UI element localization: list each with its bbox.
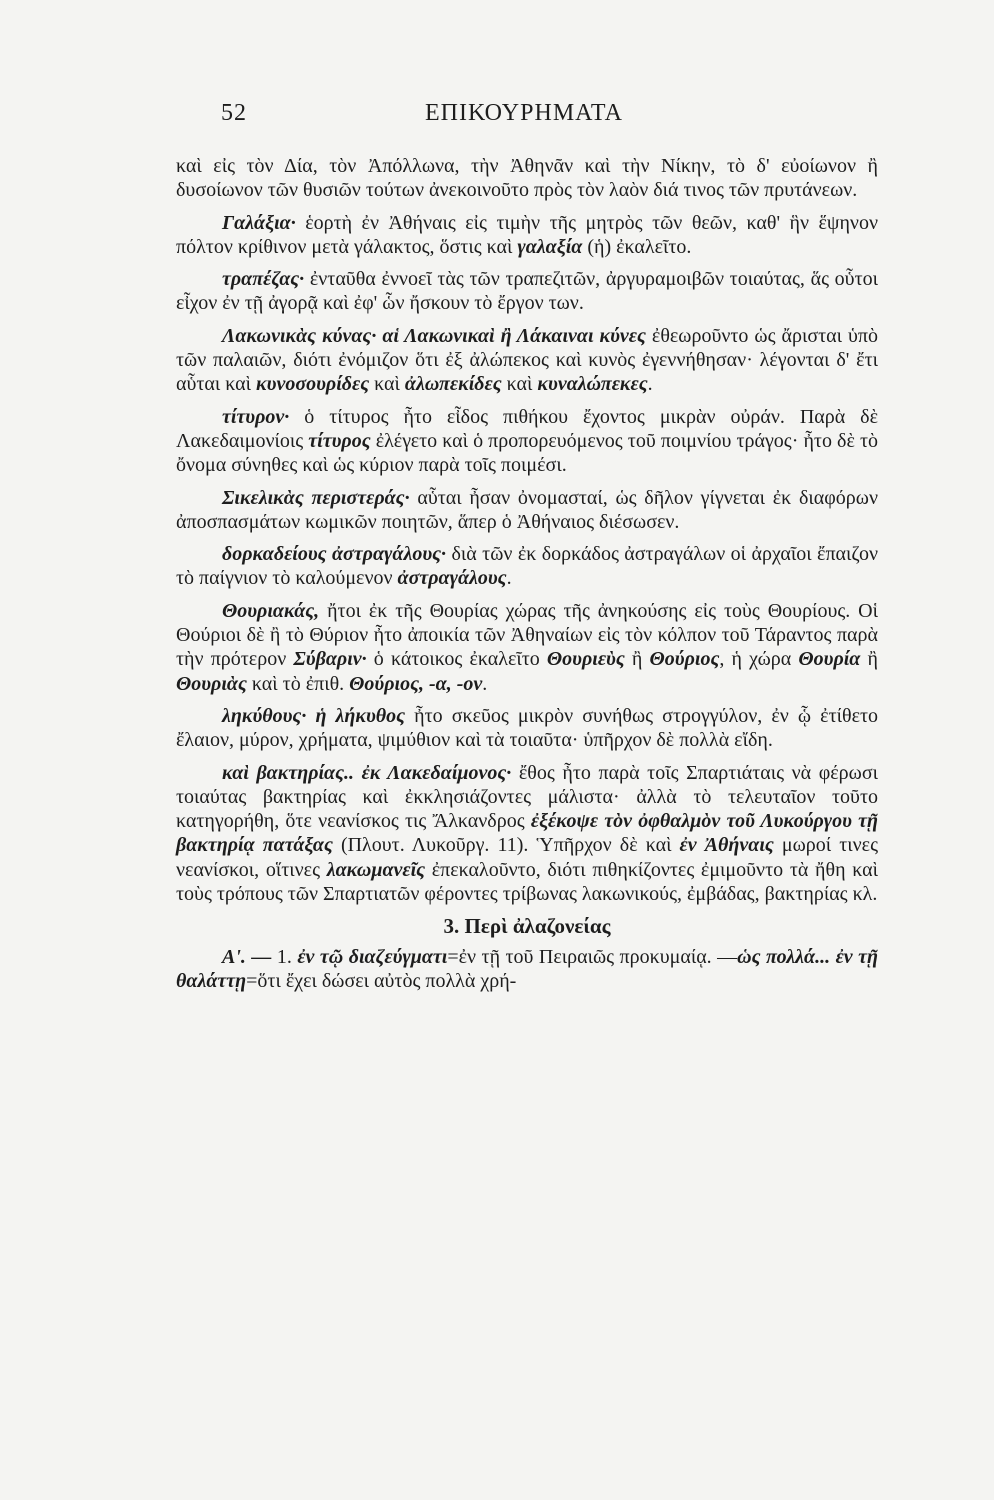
term: κυναλώπεκες — [537, 373, 648, 396]
term: Θουριεὺς — [546, 648, 625, 671]
lemma: Γαλάξια· — [222, 211, 296, 234]
entry-galaxia: Γαλάξια· ἑορτὴ ἐν Ἀθήναις εἰς τιμὴν τῆς μητρὸς τῶν θεῶν, καθ' ἣν ἕψηνον πόλτον κρίθινον μετὰ γάλακτος, ὅστις καὶ γαλαξία (ἡ) ἐκαλεῖτο. — [176, 211, 878, 258]
term: τίτυρος — [308, 429, 371, 452]
term: Σύβαριν· — [293, 648, 367, 671]
term: ἐν τῷ διαζεύγματι — [297, 945, 448, 968]
term: ἐξέκοψε τὸν ὀφθαλμὸν τοῦ Λυκούργου τῇ βακτηρίᾳ πατάξας — [176, 810, 878, 857]
entry-a: Α'. — 1. ἐν τῷ διαζεύγματι=ἐν τῇ τοῦ Πειραιῶς προκυμαίᾳ. —ὡς πολλά... ἐν τῇ θαλάττῃ=ὅτι ἔχει δώσει αὐτὸς πολλὰ χρή- — [176, 945, 879, 992]
page-number: 52 — [221, 100, 247, 126]
term: γαλαξία — [517, 235, 583, 258]
entry-lekythous: ληκύθους· ἡ λήκυθος ἦτο σκεῦος μικρὸν συνήθως στρογγύλον, ἐν ᾧ ἐτίθετο ἔλαιον, μύρον, χρήματα, ψιμύθιον καὶ τὰ τοιαῦτα· ὑπῆρχον δὲ πολλὰ εἴδη. — [176, 704, 878, 752]
lemma-secondary: ἡ λήκυθος — [315, 704, 406, 727]
term: ὡς πολλά... ἐν τῇ θαλάττῃ — [176, 945, 879, 992]
lemma: τίτυρον· — [222, 405, 290, 428]
section-heading: 3. Περὶ ἀλαζονείας — [443, 914, 611, 939]
section-label: Α'. — — [222, 945, 272, 968]
commentary-body — [176, 154, 878, 993]
entry-sikelikas: Σικελικὰς περιστεράς· αὗται ἦσαν ὀνομασταί, ὡς δῆλον γίγνεται ἐκ διαφόρων ἀποσπασμάτων κωμικῶν ποιητῶν, ἅπερ ὁ Ἀθήναιος διέσωσεν. — [176, 486, 878, 533]
term: ἐν Ἀθήναις — [679, 834, 774, 857]
intro-paragraph: καὶ εἰς τὸν Δία, τὸν Ἀπόλλωνα, τὴν Ἀθηνᾶν καὶ τὴν Νίκην, τὸ δ' εὐοίωνον ἢ δυσοίωνον τῶν θυσιῶν τούτων ἀνεκοινοῦτο πρὸς τὸν λαὸν διά τινος τῶν πρυτάνεων. — [176, 155, 878, 202]
term: Θουριὰς — [176, 672, 247, 695]
running-title: ΕΠΙΚΟΥΡΗΜΑΤΑ — [425, 100, 623, 126]
term: ἀστραγάλους — [397, 567, 507, 590]
term: ἀλωπεκίδες — [404, 373, 502, 396]
entry-dorkadeious: δορκαδείους ἀστραγάλους· διὰ τῶν ἐκ δορκάδος ἀστραγάλων οἱ ἀρχαῖοι ἔπαιζον τὸ παίγνιον τὸ καλούμενον ἀστραγάλους. — [176, 543, 878, 590]
term: Θουρία — [798, 648, 861, 671]
entry-thouriakas: Θουριακάς, ἤτοι ἐκ τῆς Θουρίας χώρας τῆς ἀνηκούσης εἰς τοὺς Θουρίους. Οἱ Θούριοι δὲ ἢ τὸ Θύριον ἦτο ἀποικία τῶν Ἀθηναίων εἰς τὸν κόλπον τοῦ Τάραντος παρὰ τὴν πρότερον Σύβαριν· ὁ κάτοικος ἐκαλεῖτο Θουριεὺς ἢ Θούριος, ἡ χώρα Θουρία ἢ Θουριὰς καὶ τὸ ἐπιθ. Θούριος, -α, -ον. — [176, 599, 878, 695]
lemma: τραπέζας· — [222, 268, 305, 291]
term: Θούριος — [649, 648, 720, 671]
lemma: καὶ βακτηρίας.. ἐκ Λακεδαίμονος· — [222, 761, 512, 784]
term: λακωμανεῖς — [326, 858, 426, 881]
lemma: δορκαδείους ἀστραγάλους· — [222, 543, 447, 566]
entry-baktirias: καὶ βακτηρίας.. ἐκ Λακεδαίμονος· ἔθος ἦτο παρὰ τοῖς Σπαρτιάταις νὰ φέρωσι τοιαύτας βακτηρίας καὶ ἐκκλησιάζοντες μάλιστα· ἀλλὰ τὸ τελευταῖον τοῦτο κατηγορήθη, ὅτε νεανίσκος τις Ἄλκανδρος ἐξέκοψε τὸν ὀφθαλμὸν τοῦ Λυκούργου τῇ βακτηρίᾳ πατάξας (Πλουτ. Λυκοῦργ. 11). Ὑπῆρχον δὲ καὶ ἐν Ἀθήναις μωροί τινες νεανίσκοι, οἵτινες λακωμανεῖς ἐπεκαλοῦντο, διότι πιθηκίζοντες ἐμιμοῦντο τὰ ἤθη καὶ τοὺς τρόπους τῶν Σπαρτιατῶν φέροντες τρίβωνας λακωνικούς, ἐμβάδας, βακτηρίας κλ. — [176, 761, 878, 906]
entry-tityron: τίτυρον· ὁ τίτυρος ἦτο εἶδος πιθήκου ἔχοντος μικρὰν οὐράν. Παρὰ δὲ Λακεδαιμονίοις τίτυρος ἐλέγετο καὶ ὁ προπορευόμενος τοῦ ποιμνίου τράγος· ἦτο δὲ τὸ ὄνομα σύνηθες καὶ ὡς κύριον παρὰ τοῖς ποιμέσι. — [176, 405, 878, 477]
term: κυνοσουρίδες — [256, 373, 370, 396]
lemma: Σικελικὰς περιστεράς· — [222, 486, 410, 509]
entry-trapezas: τραπέζας· ἐνταῦθα ἐννοεῖ τὰς τῶν τραπεζιτῶν, ἀργυραμοιβῶν τοιαύτας, ἅς οὗτοι εἶχον ἐν τῇ ἀγορᾷ καὶ ἐφ' ὧν ἤσκουν τὸ ἔργον των. — [176, 268, 878, 315]
lemma: Θουριακάς, — [222, 599, 320, 622]
lemma: Λακωνικὰς κύνας· — [222, 324, 377, 347]
running-header — [0, 100, 994, 134]
lemma: ληκύθους· — [222, 704, 307, 727]
entry-lakonikas: Λακωνικὰς κύνας· αἱ Λακωνικαὶ ἢ Λάκαιναι κύνες ἐθεωροῦντο ὡς ἄρισται ὑπὸ τῶν παλαιῶν, διότι ἐνόμιζον ὅτι ἐξ ἀλώπεκος καὶ κυνὸς ἐγεννήθησαν· λέγονται δ' ἔτι αὗται καὶ κυνοσουρίδες καὶ ἀλωπεκίδες καὶ κυναλώπεκες. — [176, 324, 879, 396]
lemma-secondary: αἱ Λακωνικαὶ ἢ Λάκαιναι κύνες — [382, 324, 646, 347]
term: Θούριος, -α, -ον — [349, 672, 483, 695]
